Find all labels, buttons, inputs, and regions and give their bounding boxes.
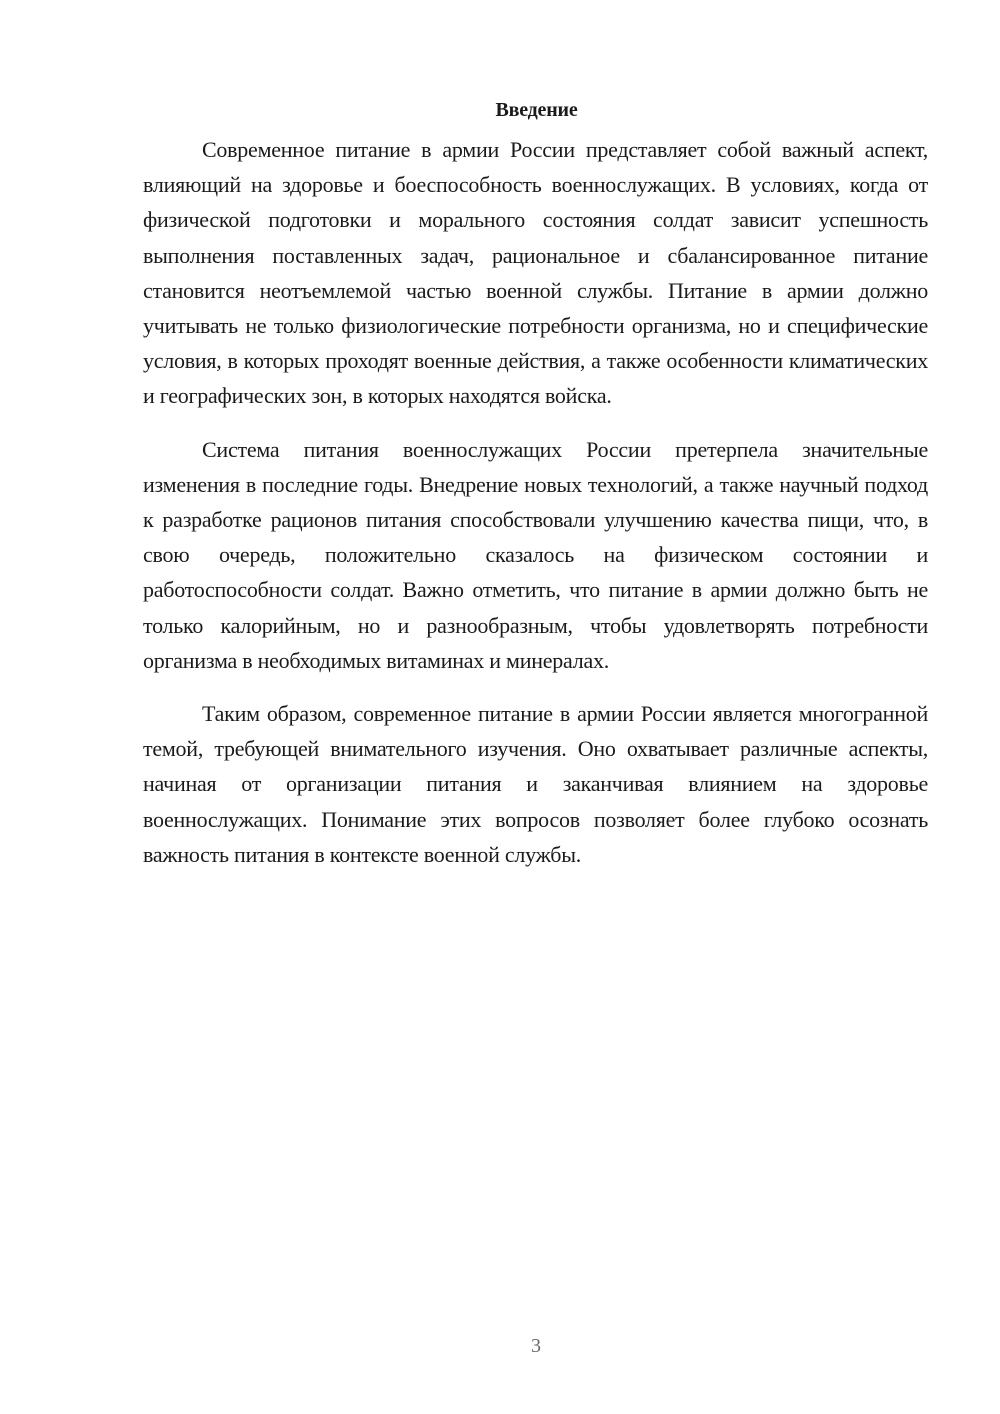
section-title: Введение [495, 99, 578, 121]
page-content [143, 96, 928, 890]
page-number: 3 [531, 1335, 541, 1357]
paragraph-2: Система питания военнослужащих России претерпела значительные изменения в последние годы. Внедрение новых технологий, а также научный подход к разработке рационов питания способствовали улучшению качества пищи, что, в свою очередь, положительно сказалось на физическом состоянии и работоспособности солдат. Важно отметить, что питание в армии должно быть не только калорийным, но и разнообразным, чтобы удовлетворять потребности организма в необходимых витаминах и минералах. [143, 436, 928, 673]
paragraph-3: Таким образом, современное питание в армии России является многогранной темой, требующей внимательного изучения. Оно охватывает различные аспекты, начиная от организации питания и заканчивая влиянием на здоровье военнослужащих. Понимание этих вопросов позволяет более глубоко осознать важность питания в контексте военной службы. [143, 701, 928, 867]
paragraph-1: Современное питание в армии России представляет собой важный аспект, влияющий на здоровье и боеспособность военнослужащих. В условиях, когда от физической подготовки и морального состояния солдат зависит успешность выполнения поставленных задач, рациональное и сбалансированное питание становится неотъемлемой частью военной службы. Питание в армии должно учитывать не только физиологические потребности организма, но и специфические условия, в которых проходят военные действия, а также особенности климатических и географических зон, в которых находятся войска. [143, 137, 928, 409]
